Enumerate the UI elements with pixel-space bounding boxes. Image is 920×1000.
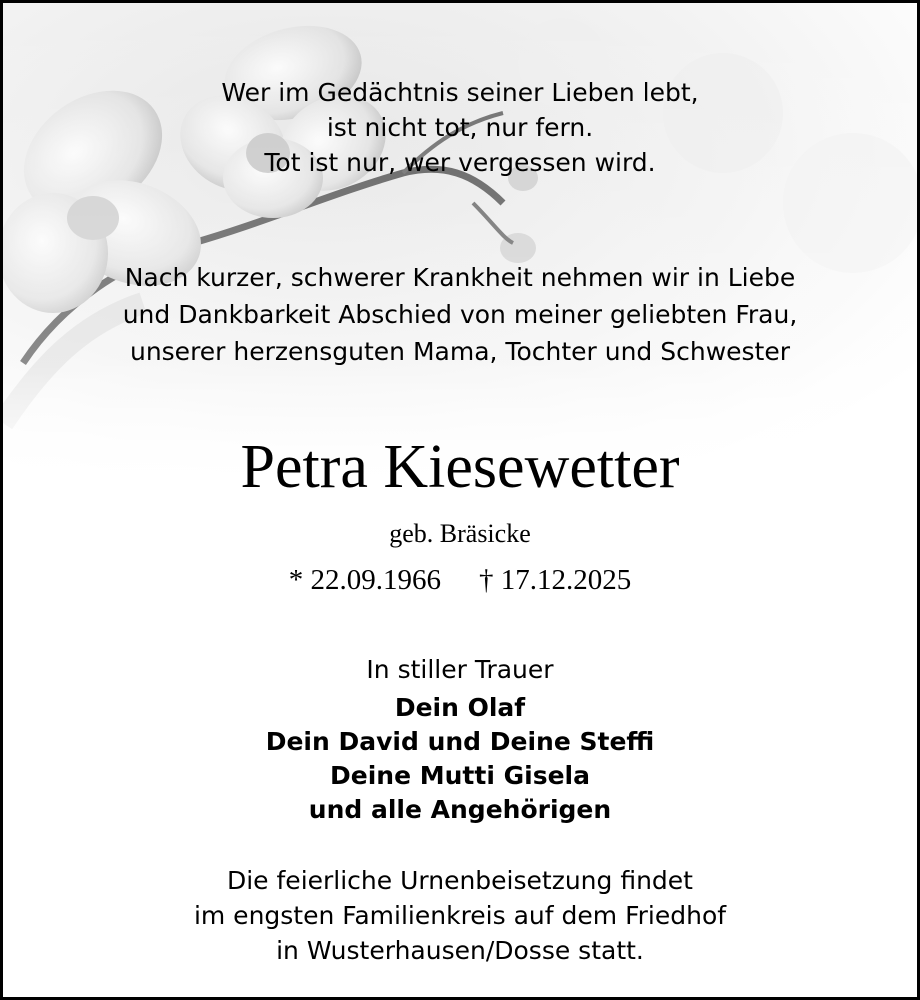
quote-line: ist nicht tot, nur fern. (326, 113, 594, 142)
birth-name: geb. Bräsicke (389, 519, 531, 548)
burial-line: im engsten Familienkreis auf dem Friedhof (193, 901, 727, 930)
mourner-name: Dein Olaf (394, 693, 526, 722)
mourner-name: Deine Mutti Gisela (330, 761, 590, 790)
burial-line: Die feierliche Urnenbeisetzung findet (226, 866, 693, 895)
burial-info (3, 863, 917, 968)
memorial-quote (3, 75, 917, 180)
quote-line: Wer im Gedächtnis seiner Lieben lebt, (221, 78, 699, 107)
farewell-text (3, 259, 917, 370)
mourner-name: Dein David und Deine Steffi (265, 727, 655, 756)
farewell-line: Nach kurzer, schwerer Krankheit nehmen wir in Liebe (124, 263, 796, 292)
farewell-line: und Dankbarkeit Abschied von meiner geliebten Frau, (122, 300, 798, 329)
mourner-name: und alle Angehörigen (308, 795, 612, 824)
mourners-list (3, 691, 917, 827)
burial-line: in Wusterhausen/Dosse statt. (276, 936, 644, 965)
birth-date: * 22.09.1966 (288, 564, 441, 596)
farewell-line: unserer herzensguten Mama, Tochter und Schwester (129, 337, 791, 366)
death-date: † 17.12.2025 (479, 564, 632, 596)
deceased-name: Petra Kiesewetter (240, 433, 680, 501)
quote-line: Tot ist nur, wer vergessen wird. (264, 148, 656, 177)
life-dates (3, 561, 917, 599)
mourning-label: In stiller Trauer (366, 655, 554, 684)
